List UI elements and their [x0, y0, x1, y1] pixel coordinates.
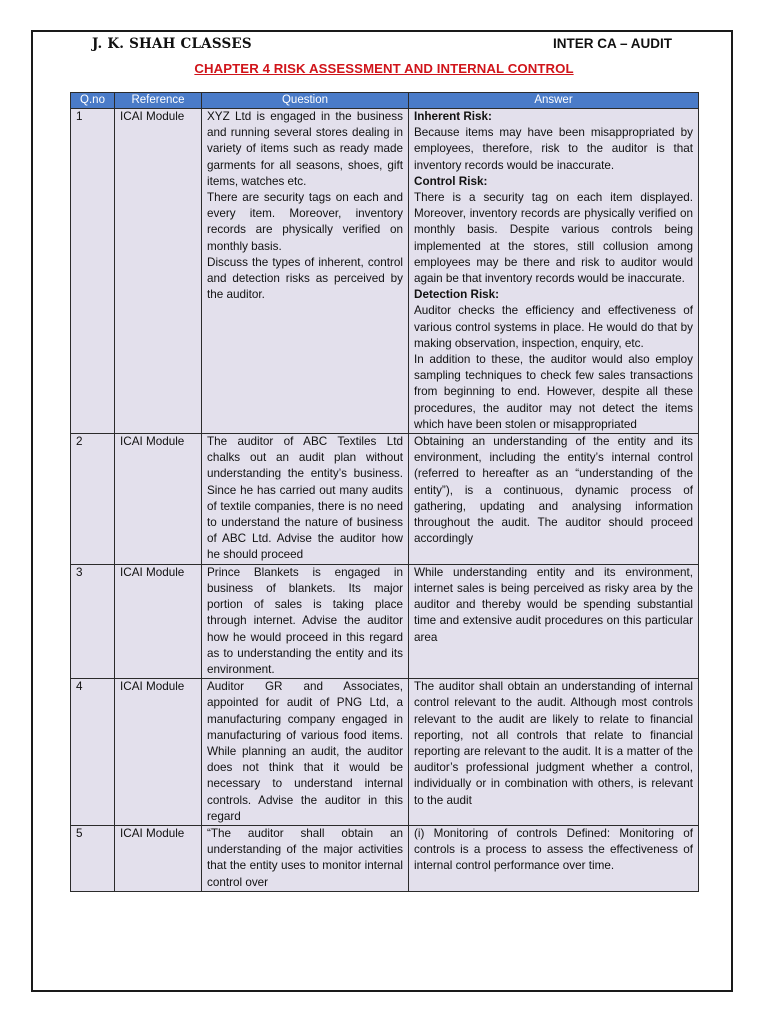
- cell-question: “The auditor shall obtain an understanding of the major activities that the entity uses to monitor internal control over: [202, 825, 409, 891]
- cell-answer: [409, 109, 699, 434]
- detection-risk-text: In addition to these, the auditor would also employ sampling techniques to check few sales transactions from beginning to end. However, despite all these procedures, the auditor may not detect the items which have been stolen or misappropriated: [414, 353, 693, 431]
- table-row: [71, 434, 699, 565]
- col-header-question: Question: [202, 93, 409, 109]
- cell-qno: 1: [71, 109, 115, 434]
- inherent-risk-text: Because items may have been misappropriated by employees, therefore, risk to the auditor is that inventory records would be inaccurate.: [414, 126, 693, 172]
- cell-qno: 4: [71, 679, 115, 826]
- cell-question: The auditor of ABC Textiles Ltd chalks out an audit plan without understanding the entity’s business. Since he has carried out many audits of textile companies, there is no need to understand the nature of business of ABC Ltd. Advise the auditor how he should proceed: [202, 434, 409, 565]
- question-paragraph: XYZ Ltd is engaged in the business and running several stores dealing in variety of items such as ready made garments for all seasons, shoes, gift items, watches etc.: [207, 110, 403, 188]
- detection-risk-heading: Detection Risk:: [414, 288, 500, 302]
- cell-qno: 2: [71, 434, 115, 565]
- course-title: INTER CA – AUDIT: [552, 36, 672, 51]
- detection-risk-text: Auditor checks the efficiency and effectiveness of various control systems in place. He would do that by making observation, inspection, enquiry, etc.: [414, 304, 693, 350]
- chapter-title: CHAPTER 4 RISK ASSESSMENT AND INTERNAL CONTROL: [194, 61, 574, 76]
- qa-table: [70, 92, 699, 892]
- cell-answer: The auditor shall obtain an understanding of internal control relevant to the audit. Although most controls relevant to the audit are likely to relate to financial reporting, not all controls that relate to financial reporting are relevant to the audit. It is a matter of the auditor’s professional judgment whether a control, individually or in combination with others, is relevant to the audit: [409, 679, 699, 826]
- cell-question: Prince Blankets is engaged in business of blankets. Its major portion of sales is taking place through internet. Advise the auditor how he would proceed in this regard as to understanding the entity and its environment.: [202, 564, 409, 678]
- table-row: [71, 564, 699, 678]
- col-header-qno: Q.no: [71, 93, 115, 109]
- col-header-answer: Answer: [409, 93, 699, 109]
- cell-answer: Obtaining an understanding of the entity and its environment, including the entity’s internal control (referred to hereafter as an “understanding of the entity”), is a continuous, dynamic process of gathering, updating and analysing information throughout the audit. The auditor should proceed accordingly: [409, 434, 699, 565]
- cell-reference: ICAI Module: [115, 434, 202, 565]
- cell-question: Auditor GR and Associates, appointed for audit of PNG Ltd, a manufacturing company engaged in manufacturing of various food items. While planning an audit, the auditor does not think that it would be necessary to understand internal controls. Advise the auditor in this regard: [202, 679, 409, 826]
- cell-qno: 5: [71, 825, 115, 891]
- control-risk-text: There is a security tag on each item displayed. Moreover, inventory records are physically verified on monthly basis. Despite various controls being implemented at the stores, still collusion among employees may be there and risk to auditor would again be that inventory records would be inaccurate.: [414, 191, 693, 286]
- col-header-reference: Reference: [115, 93, 202, 109]
- inherent-risk-heading: Inherent Risk:: [414, 110, 492, 123]
- control-risk-heading: Control Risk:: [414, 174, 488, 188]
- cell-reference: ICAI Module: [115, 109, 202, 434]
- cell-reference: ICAI Module: [115, 679, 202, 826]
- table-header-row: [71, 93, 699, 109]
- cell-answer: (i) Monitoring of controls Defined: Monitoring of controls is a process to assess the effectiveness of internal control performance over time.: [409, 825, 699, 891]
- cell-answer: While understanding entity and its environment, internet sales is being perceived as risky area by the auditor and thereby would be spending substantial time and extensive audit procedures on this particular area: [409, 564, 699, 678]
- cell-reference: ICAI Module: [115, 825, 202, 891]
- question-paragraph: There are security tags on each and every item. Moreover, inventory records are physically verified on monthly basis.: [207, 191, 403, 253]
- institute-name: J. K. SHAH CLASSES: [92, 36, 252, 52]
- cell-qno: 3: [71, 564, 115, 678]
- table-row: [71, 679, 699, 826]
- cell-reference: ICAI Module: [115, 564, 202, 678]
- cell-question: [202, 109, 409, 434]
- table-row: [71, 825, 699, 891]
- table-row: [71, 109, 699, 434]
- question-paragraph: Discuss the types of inherent, control and detection risks as perceived by the auditor.: [207, 255, 403, 302]
